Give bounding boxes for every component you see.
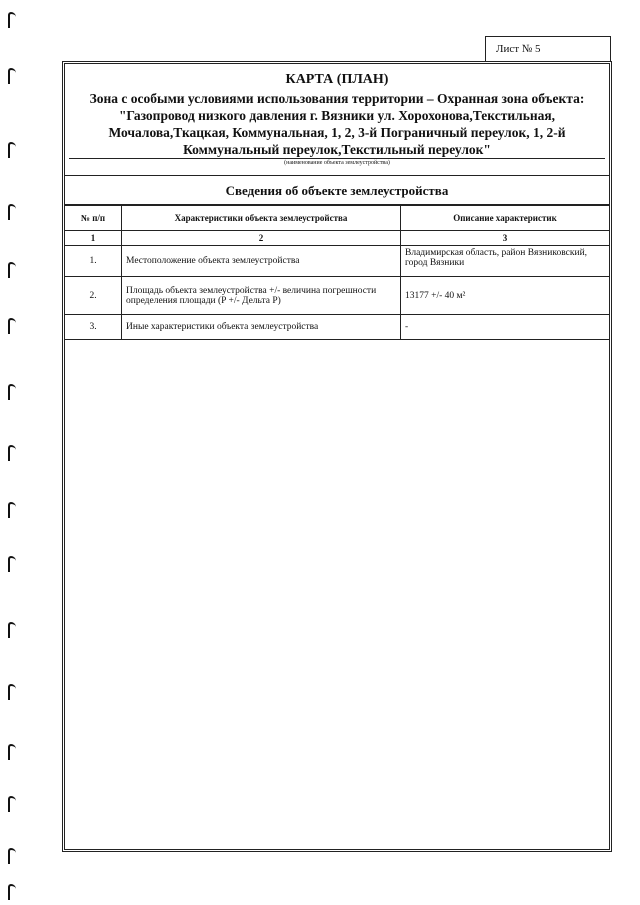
row-description-cell: Владимирская область, район Вязниковский, город Вязники	[401, 246, 610, 277]
binding-hole	[8, 744, 16, 760]
binding-hole	[8, 445, 16, 461]
header-cell-number: № п/п	[65, 206, 122, 231]
binding-holes	[6, 0, 20, 905]
binding-hole	[8, 796, 16, 812]
table-row	[65, 246, 609, 277]
table-row	[65, 315, 609, 340]
table-header-row	[65, 206, 609, 231]
row-number-cell: 2.	[65, 277, 122, 315]
binding-hole	[8, 142, 16, 158]
binding-hole	[8, 262, 16, 278]
document-frame	[62, 61, 612, 852]
table-row	[65, 277, 609, 315]
binding-hole	[8, 318, 16, 334]
binding-hole	[8, 884, 16, 900]
binding-hole	[8, 384, 16, 400]
row-characteristic-cell: Местоположение объекта землеустройства	[122, 246, 401, 277]
caption-line	[69, 158, 605, 168]
binding-hole	[8, 622, 16, 638]
sheet-number-label: Лист № 5	[485, 36, 611, 61]
row-characteristic-cell: Иные характеристики объекта землеустройства	[122, 315, 401, 340]
section-title: Сведения об объекте землеустройства	[65, 176, 609, 205]
info-table	[65, 205, 609, 340]
spacer	[65, 168, 609, 176]
binding-hole	[8, 204, 16, 220]
object-name-caption: (наименование объекта землеустройства)	[284, 160, 390, 166]
binding-hole	[8, 848, 16, 864]
column-number-cell: 1	[65, 231, 122, 246]
row-description-cell: 13177 +/- 40 м²	[401, 277, 610, 315]
row-number-cell: 3.	[65, 315, 122, 340]
binding-hole	[8, 68, 16, 84]
header-block	[65, 64, 609, 158]
object-name: Зона с особыми условиями использования территории – Охранная зона объекта: "Газопровод низкого давления г. Вязники ул. Хорохонова,Текстильная, Мочалова,Ткацкая, Коммунальная, 1, 2, 3-й Пограничный переулок, 1, 2-й Коммунальный переулок,Текстильный переулок"	[89, 91, 585, 157]
binding-hole	[8, 502, 16, 518]
page-title: КАРТА (ПЛАН)	[285, 72, 389, 87]
row-number-cell: 1.	[65, 246, 122, 277]
row-description-cell: -	[401, 315, 610, 340]
header-cell-description: Описание характеристик	[401, 206, 610, 231]
binding-hole	[8, 556, 16, 572]
header-cell-characteristic: Характеристики объекта землеустройства	[122, 206, 401, 231]
table-column-numbers-row	[65, 231, 609, 246]
row-characteristic-cell: Площадь объекта землеустройства +/- величина погрешности определения площади (P +/- Дельта P)	[122, 277, 401, 315]
binding-hole	[8, 12, 16, 28]
column-number-cell: 3	[401, 231, 610, 246]
document-frame-inner	[64, 63, 610, 850]
binding-hole	[8, 684, 16, 700]
column-number-cell: 2	[122, 231, 401, 246]
